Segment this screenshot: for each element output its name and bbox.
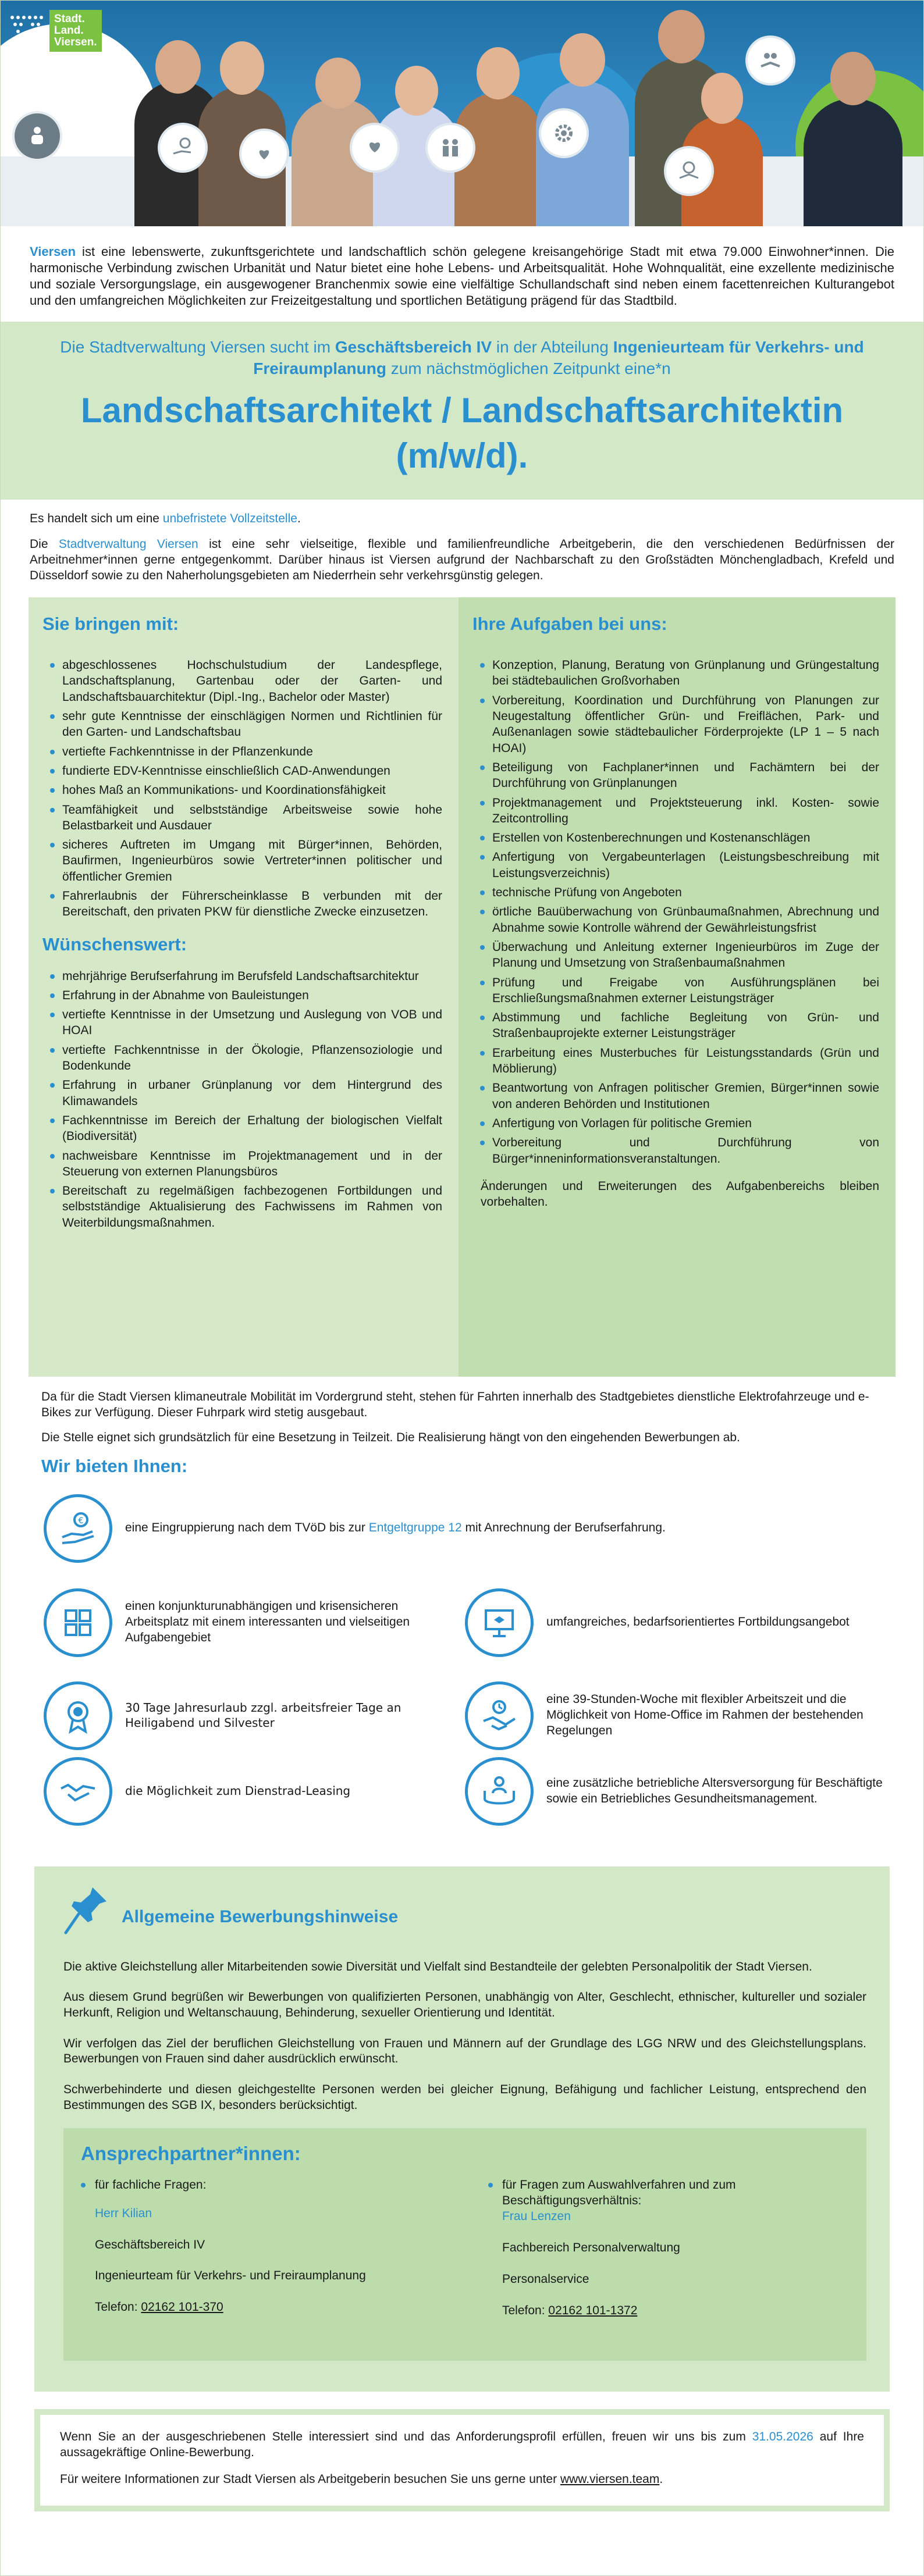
employer-description: Die Stadtverwaltung Viersen ist eine sehr vielseitige, flexible und familienfreundliche Arbeitgeberin, die den verschiedenen Bedürfnissen der Arbeitnehmer*innen gerne entgegenkommt. Darüber hinaus ist Viersen aufgrund der Nachbarschaft zu den Großstädten Mönchengladbach, Krefeld und Düsseldorf sowie zu den Naherholungsgebieten am Niederrhein sehr verkehrsgünstig gelegen. (30, 537, 895, 582)
job-header (1, 322, 923, 500)
list-item: Überwachung und Anleitung externer Ingenieurbüros im Zuge der Planung und Umsetzung von Straßenbaumaßnahmen (492, 939, 879, 971)
list-item: Erarbeitung eines Musterbuches für Leistungsstandards (Grün und Möblierung) (492, 1045, 879, 1077)
hint-paragraph: Wir verfolgen das Ziel der beruflichen Gleichstellung von Frauen und Männern auf der Grundlage des LGG NRW und des Gleichstellungsplans. Bewerbungen von Frauen sind daher ausdrücklich erwünscht. (63, 2036, 866, 2066)
hint-paragraph: Schwerbehinderte und diesen gleichgestellte Personen werden bei gleicher Eignung, Befähigung und fachlicher Leistung, entsprechend den Bestimmungen des SGB IX, besonders berücksichtigt. (63, 2082, 866, 2112)
logo-check-icon (8, 10, 48, 51)
handshake-icon (44, 1757, 112, 1826)
list-item: Abstimmung und fachliche Begleitung von Grün- und Straßenbauprojekte externer Leistungsträger (492, 1010, 879, 1042)
list-item: fundierte EDV-Kenntnisse einschließlich CAD-Anwendungen (62, 763, 442, 779)
list-item: Vorbereitung und Durchführung von Bürger*inneninformationsveranstaltungen. (492, 1135, 879, 1167)
mobility-text: Da für die Stadt Viersen klimaneutrale Mobilität im Vordergrund steht, stehen für Fahrten innerhalb des Stadtgebietes dienstliche Elektrofahrzeuge und e-Bikes zur Verfügung. Dieser Fuhrpark wird stetig ausgebaut. (41, 1390, 869, 1419)
apply-box: Wenn Sie an der ausgeschriebenen Stelle interessiert sind und das Anforderungsprofil erfüllen, freuen wir uns bis zum 31.05.2026 auf Ihre aussagekräftige Online-Bewerbung. Für weitere Informationen zur Stadt Viersen als Arbeitgeberin besuchen Sie uns gerne unter www.viersen.team. (34, 2409, 890, 2511)
list-item: technische Prüfung von Angeboten (492, 885, 879, 900)
contact-name: Frau Lenzen (502, 2210, 571, 2224)
requirements-list (42, 657, 442, 920)
puzzle-hands-icon (44, 1588, 112, 1657)
phone-link[interactable]: 02162 101-1372 (548, 2303, 638, 2317)
list-item: Teamfähigkeit und selbstständige Arbeitsweise sowie hohe Belastbarkeit und Ausdauer (62, 802, 442, 834)
list-item: Anfertigung von Vergabeunterlagen (Leistungsbeschreibung mit Leistungsverzeichnis) (492, 849, 879, 881)
benefit-bike-leasing: die Möglichkeit zum Dienstrad-Leasing (44, 1757, 451, 1826)
list-item: abgeschlossenes Hochschulstudium der Landespflege, Landschaftsplanung, Gartenbau oder der Garten- und Landschaftsbauarchitektur (Dipl.-Ing., Bachelor oder Master) (62, 657, 442, 705)
list-item: örtliche Bauüberwachung von Grünbaumaßnahmen, Abrechnung und Abnahme sowie Kontrolle während der Gewährleistungsfrist (492, 904, 879, 936)
list-item: vertiefte Fachkenntnisse in der Pflanzenkunde (62, 744, 442, 760)
tasks-heading: Ihre Aufgaben bei uns: (472, 614, 667, 635)
phone-link[interactable]: 02162 101-370 (141, 2300, 223, 2314)
list-item: Anfertigung von Vorlagen für politische Gremien (492, 1116, 879, 1131)
list-item: Fachkenntnisse im Bereich der Erhaltung der biologischen Vielfalt (Biodiversität) (62, 1113, 442, 1145)
list-item: Erfahrung in urbaner Grünplanung vor dem Hintergrund des Klimawandels (62, 1077, 442, 1109)
hand-heart-icon (239, 129, 289, 179)
desired-heading: Wünschenswert: (42, 934, 187, 954)
list-item: Bereitschaft zu regelmäßigen fachbezogenen Fortbildungen und selbstständige Aktualisierung des Fachwissens im Rahmen von Weiterbildungsmaßnahmen. (62, 1183, 442, 1231)
list-item: Beantwortung von Anfragen politischer Gremien, Bürger*innen sowie von anderen Behörden und Institutionen (492, 1080, 879, 1112)
contact-hr: für Fragen zum Auswahlverfahren und zum Beschäftigungsverhältnis: Frau Lenzen Fachbereich Personalverwaltung Personalservice Telefon: 02162 101-1372 (465, 2177, 849, 2318)
gear-icon (539, 108, 589, 158)
list-item: hohes Maß an Kommunikations- und Koordinationsfähigkeit (62, 782, 442, 798)
list-item: Beteiligung von Fachplaner*innen und Fachämtern bei der Durchführung von Grünplanungen (492, 760, 879, 792)
hero-banner (1, 1, 923, 226)
training-screen-icon (465, 1588, 534, 1657)
contacts-heading: Ansprechpartner*innen: (81, 2143, 301, 2165)
benefit-pension: eine zusätzliche betriebliche Altersversorgung für Beschäftigte sowie ein Betriebliches Gesundheitsmanagement. (465, 1757, 884, 1826)
protected-people-icon (465, 1757, 534, 1826)
tasks-note: Änderungen und Erweiterungen des Aufgabenbereichs bleiben vorbehalten. (481, 1179, 879, 1209)
tasks-column (459, 597, 895, 1377)
person-photo (804, 98, 902, 226)
hand-globe-icon (664, 146, 714, 196)
logo-text: Stadt. Land. Viersen. (49, 10, 102, 52)
contact-technical: für fachliche Fragen: Herr Kilian Geschäftsbereich IV Ingenieurteam für Verkehrs- und Freiraumplanung Telefon: 02162 101-370 (81, 2177, 465, 2318)
list-item: vertiefte Kenntnisse in der Umsetzung und Auslegung von VOB und HOAI (62, 1007, 442, 1039)
people-icon (12, 111, 62, 161)
job-title: Landschaftsarchitekt / Landschaftsarchitektin (m/w/d). (80, 390, 844, 475)
offer-heading: Wir bieten Ihnen: (41, 1456, 188, 1477)
benefit-pay: € eine Eingruppierung nach dem TVöD bis zur Entgeltgruppe 12 mit Anrechnung der Berufserfahrung. (44, 1494, 666, 1563)
heart-hand-icon (350, 123, 400, 173)
benefits-section (41, 1494, 883, 1843)
requirements-heading: Sie bringen mit: (42, 614, 179, 635)
list-item: sehr gute Kenntnisse der einschlägigen Normen und Richtlinien für den Garten- und Landschaftsbau (62, 708, 442, 740)
svg-text:€: € (78, 1516, 84, 1526)
benefit-training: umfangreiches, bedarfsorientiertes Fortbildungsangebot (465, 1588, 872, 1657)
list-item: Erstellen von Kostenberechnungen und Kostenanschlägen (492, 830, 879, 846)
application-hints (34, 1866, 890, 2392)
contact-name: Herr Kilian (95, 2207, 152, 2221)
list-item: Erfahrung in der Abnahme von Bauleistungen (62, 988, 442, 1003)
family-icon (425, 123, 475, 173)
requirements-column (29, 597, 459, 1377)
hand-people-icon (745, 35, 795, 85)
list-item: Konzeption, Planung, Beratung von Grünplanung und Grüngestaltung bei städtebaulichen Großvorhaben (492, 657, 879, 689)
handshake-clock-icon (465, 1681, 534, 1750)
deadline-date: 31.05.2026 (752, 2429, 813, 2443)
hint-paragraph: Aus diesem Grund begrüßen wir Bewerbungen von qualifizierten Personen, unabhängig von Alter, Geschlecht, ethnischer, kultureller und sozialer Herkunft, Religion und Weltanschauung, Behinderung, sexueller Orientierung und Identität. (63, 1990, 866, 2019)
pushpin-icon (63, 1884, 110, 1936)
list-item: sicheres Auftreten im Umgang mit Bürger*innen, Behörden, Baufirmen, Ingenieurbüros sowie Vertreter*innen politischer und öffentlicher Gremien (62, 837, 442, 885)
list-item: Vorbereitung, Koordination und Durchführung von Planungen zur Neugestaltung öffentlicher Grün- und Freiflächen, Park- und Außenanlagen sowie städtebaulicher Förderprojekte (LP 1 – 5 nach HOAI) (492, 693, 879, 756)
city-intro: Viersen ist eine lebenswerte, zukunftsgerichtete und landschaftlich schön gelegene kreisangehörige Stadt mit etwa 79.000 Einwohner*innen. Die harmonische Verbindung zwischen Urbanität und Natur bietet eine hohe Lebens- und Arbeitsqualität. Hohe Wohnqualität, eine exzellente medizinische und soziale Versorgungslage, ein ausgewogener Branchenmix sowie eine vielfältige Schullandschaft sind neben einem facettenreichen Kulturangebot und den umfangreichen Möglichkeiten zur Freizeitgestaltung und sportlichen Betätigung prägend für das Stadtbild. (30, 244, 894, 308)
hand-coin-icon (158, 123, 208, 173)
job-lead: Die Stadtverwaltung Viersen sucht im Geschäftsbereich IV in der Abteilung Ingenieurteam für Verkehrs- und Freiraumplanung zum nächstmöglichen Zeitpunkt eine*n (60, 337, 864, 377)
benefit-secure-job: einen konjunkturunabhängigen und krisensicheren Arbeitsplatz mit einem interessanten und vielseitigen Aufgabengebiet (44, 1588, 451, 1657)
hint-paragraph: Die aktive Gleichstellung aller Mitarbeitenden sowie Diversität und Vielfalt sind Bestandteile der gelebten Personalpolitik der Stadt Viersen. (63, 1959, 812, 1973)
list-item: Projektmanagement und Projektsteuerung inkl. Kosten- sowie Zeitcontrolling (492, 795, 879, 827)
list-item: nachweisbare Kenntnisse im Projektmanagement und in der Steuerung von externen Planungsbüros (62, 1148, 442, 1180)
list-item: vertiefte Fachkenntnisse in der Ökologie, Pflanzensoziologie und Bodenkunde (62, 1042, 442, 1074)
list-item: Fahrerlaubnis der Führerscheinklasse B verbunden mit der Bereitschaft, den privaten PKW für dienstliche Zwecke einzusetzen. (62, 888, 442, 920)
desired-list (42, 968, 442, 1231)
hints-heading: Allgemeine Bewerbungshinweise (122, 1907, 399, 1926)
parttime-text: Die Stelle eignet sich grundsätzlich für eine Besetzung in Teilzeit. Die Realisierung hängt von den eingehenden Bewerbungen ab. (41, 1430, 740, 1444)
contacts-box (63, 2128, 866, 2361)
award-medal-icon (44, 1681, 112, 1750)
tasks-list (472, 657, 879, 1167)
list-item: mehrjährige Berufserfahrung im Berufsfeld Landschaftsarchitektur (62, 968, 442, 984)
requirements-tasks-columns (29, 597, 895, 1377)
benefit-working-time: eine 39-Stunden-Woche mit flexibler Arbeitszeit und die Möglichkeit von Home-Office im Rahmen der bestehenden Regelungen (465, 1681, 872, 1750)
contract-type: Es handelt sich um eine unbefristete Vollzeitstelle. (30, 511, 301, 525)
benefit-vacation: 30 Tage Jahresurlaub zzgl. arbeitsfreier Tage an Heiligabend und Silvester (44, 1681, 451, 1750)
hand-coin-icon (44, 1494, 112, 1563)
additional-info (1, 1377, 923, 1477)
city-logo (8, 8, 118, 54)
list-item: Prüfung und Freigabe von Ausführungsplänen bei Erschließungsmaßnahmen externer Leistungsträger (492, 975, 879, 1007)
website-link[interactable]: www.viersen.team (560, 2472, 660, 2486)
